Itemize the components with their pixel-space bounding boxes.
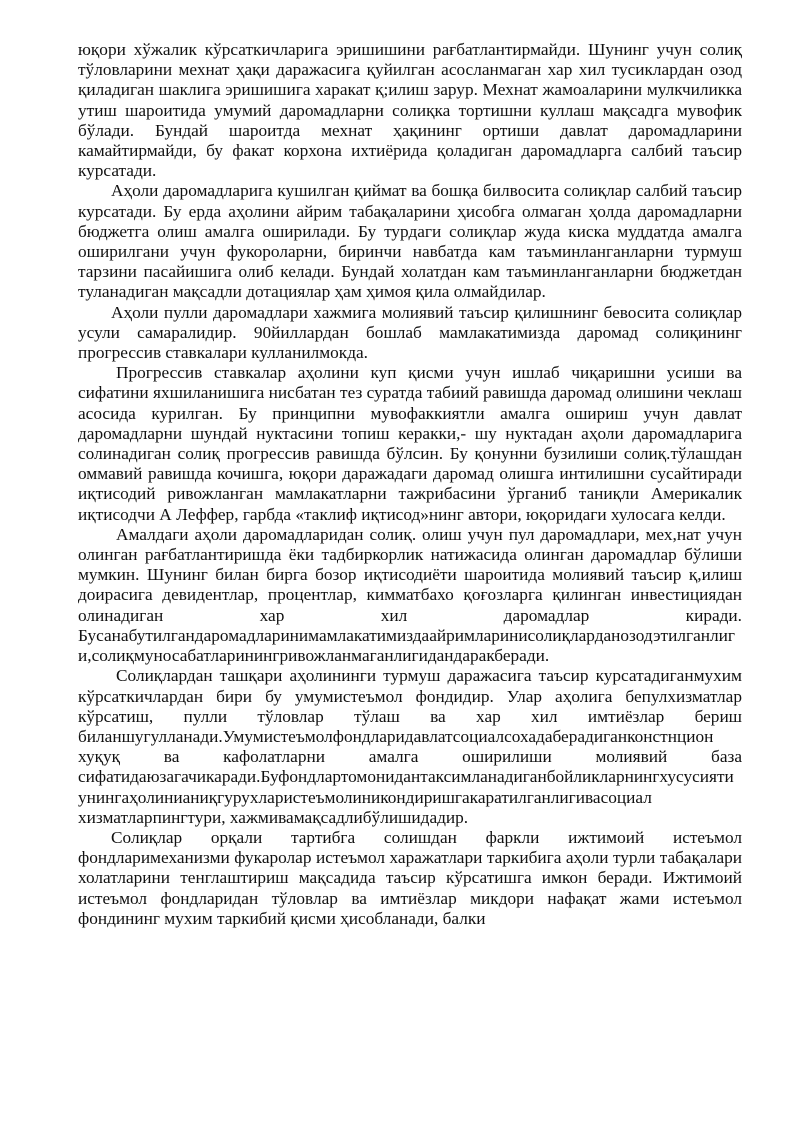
paragraph-6: Солиқлардан ташқари аҳолининги турмуш даражасига таъсир курсатадиганмухим кўрсаткичлардан бири бу умумистеъмол фондидир. Улар аҳолига бепулхизматлар кўрсатиш, пулли тўловлар тўлаш ва хар хил имтиёзлар бериш биланшугулланади.Умумистеъмолфондларидавлатсоциалсохадаберадиганконстнцион хуқуқ ва кафолатларни амалга оширилиши молиявий база сифатидаюзагачикаради.Буфондлартомонидантаксимланадиганбойликларнингхусусияти унингаҳолинианиқгурухларистеъмолиникондиришгакаратилганлигивасоциал хизматларпингтури, хажмивамақсадлибўлишидадир. (78, 666, 742, 827)
paragraph-1: юқори хўжалик кўрсаткичларига эришишини рағбатлантирмайди. Шунинг учун солиқ тўловларини мехнат ҳақи даражасига қуйилган асосланмаган хар хил тусиклардан озод қиладиган шаклига эришишига харакат қ;илиш зарур. Мехнат жамоаларини мулкчиликка утиш шароитида умумий даромадларни солиқка тортишни куллаш мақсадга мувофик бўлади. Бундай шароитда мехнат ҳақининг ортиши давлат даромадларини камайтирмайди, бу факат корхона ихтиёрида қоладиган даромадларга салбий таъсир курсатади. (78, 40, 742, 181)
paragraph-2: Аҳоли даромадларига кушилган қиймат ва бошқа билвосита солиқлар салбий таъсир курсатади. Бу ерда аҳолини айрим табақаларини ҳисобга олмаган ҳолда даромадларни бюджетга олиш амалга оширилади. Бу турдаги солиқлар жуда киска муддатда амалга оширилгани учун фукороларни, биринчи навбатда кам таъминланганларни турмуш тарзини пасайишига олиб келади. Бундай холатдан кам таъминланганларни бюджетдан туланадиган мақсадли дотациялар ҳам ҳимоя қила олмайдилар. (78, 181, 742, 302)
paragraph-7: Солиқлар орқали тартибга солишдан фаркли ижтимоий истеъмол фондларимеханизми фукаролар истеъмол харажатлари таркибига аҳоли турли табақалари холатларини тенглаштириш мақсадида таъсир кўрсатишга имкон беради. Ижтимоий истеъмол фондларидан тўловлар ва имтиёзлар микдори нафақат жами истеъмол фондининг мухим таркибий қисми ҳисобланади, балки (78, 827, 742, 928)
paragraph-4: Прогрессив ставкалар аҳолини куп қисми учун ишлаб чиқаришни усиши ва сифатини яхшиланишига нисбатан тез суратда табиий равишда даромад олишини чеклаш асосида курилган. Бу принципни мувофаккиятли амалга ошириш учун давлат даромадларни шундай нуктасини топиш керакки,- шу нуктадан аҳоли даромадларига солинадиган солиқ прогрессив равишда бўлсин. Бу қонунни бузилиши солиқ.тўлашдан оммавий равишда кочишга, юқори даражадаги даромад олишга интилишни сусайтиради иқтисодий ривожланган мамлакатларни тажрибасини ўрганиб таниқли Америкалик иқтисодчи А Леффер, гарбда «таклиф иқтисод»нинг автори, юқоридаги хулосага келди. (78, 363, 742, 524)
paragraph-3: Аҳоли пулли даромадлари хажмига молиявий таъсир қилишнинг бевосита солиқлар усули самаралидир. 90йиллардан бошлаб мамлакатимизда даромад солиқининг прогрессив ставкалари кулланилмокда. (78, 302, 742, 363)
paragraph-5: Амалдаги аҳоли даромадларидан солиқ. олиш учун пул даромадлари, мех,нат учун олинган рағбатлантиришда ёки тадбиркорлик натижасида олинган даромадлар бўлиши мумкин. Шунинг билан бирга бозор иқтисодиёти шароитида молиявий таъсир қ,илиш доирасига девидентлар, процентлар, кимматбахо қоғозларга қилинган инвестициядан олинадиган хар хил даромадлар киради. Бусанабутилгандаромадларинимамлакатимиздаайримларинисолиқларданозодэтилганлиги,солиқмуносабатларинингривожланмаганлигидандаракберади. (78, 524, 742, 666)
document-page (78, 40, 742, 929)
